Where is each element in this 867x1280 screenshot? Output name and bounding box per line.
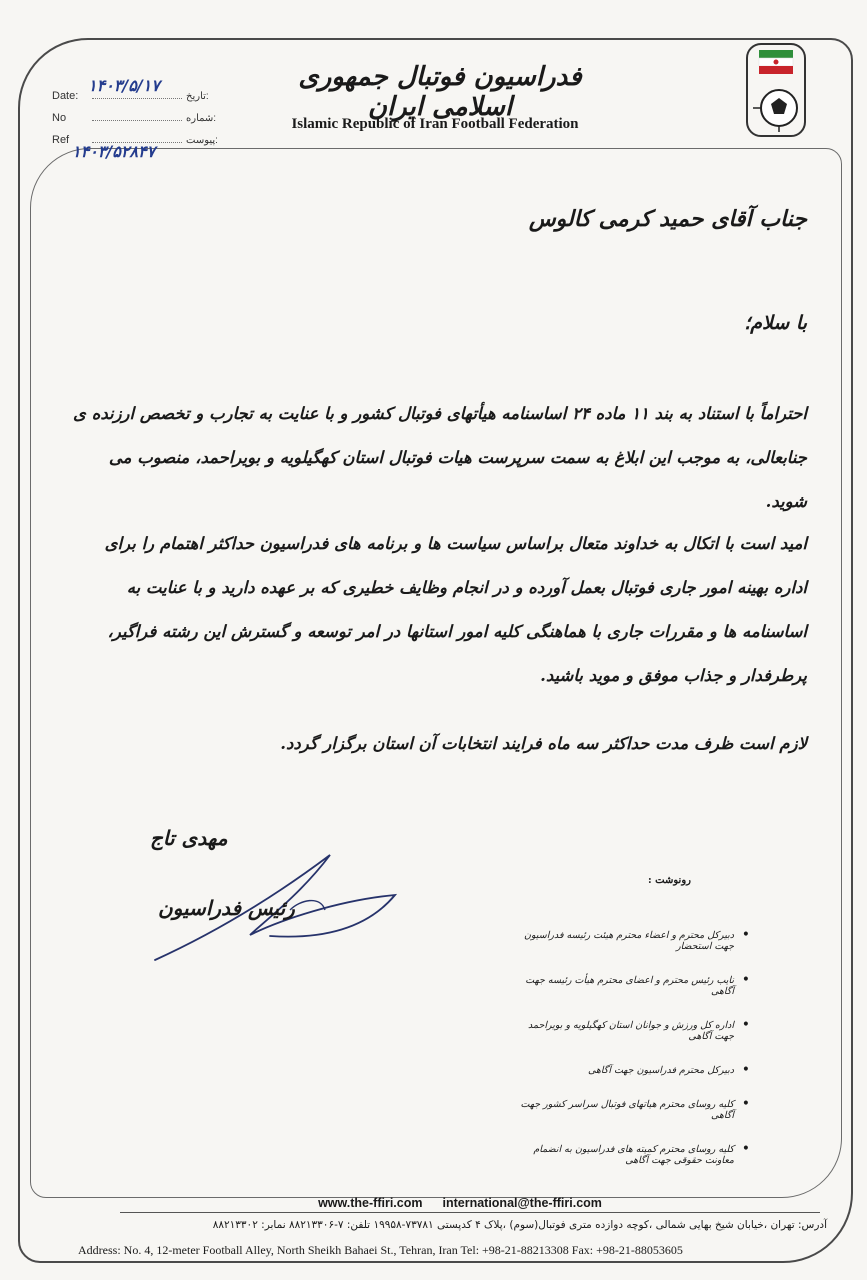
signatory-title: رئیس فدراسیون: [158, 896, 295, 920]
cc-item: • دبیرکل محترم و اعضاء محترم هیئت رئیسه فدراسیون جهت استحضار: [520, 930, 750, 952]
paragraph-election: لازم است ظرف مدت حداکثر سه ماه فرایند انتخابات آن استان برگزار گردد.: [280, 734, 807, 753]
cc-item: • اداره کل ورزش و جوانان استان کهگیلویه و بویراحمد جهت آگاهی: [520, 1020, 750, 1042]
number-label: No: [52, 112, 67, 124]
number-label-fa: شماره:: [186, 113, 217, 124]
federation-logo-icon: [741, 40, 811, 140]
date-label: Date:: [52, 90, 79, 102]
paragraph-appointment: احتراماً با استناد به بند ۱۱ ماده ۲۴ اساسنامه هیأتهای فوتبال کشور و با عنایت به تجارب و تخصص ارزنده ی جنابعالی، به موجب این ابلاغ به سمت سرپرست هیات فوتبال استان کهگیلویه و بویراحمد، منصوب می شوید.: [73, 404, 807, 511]
date-label-fa: تاریخ:: [186, 91, 209, 102]
cc-title: رونوشت :: [648, 875, 691, 886]
ref-label: Ref: [52, 134, 70, 146]
ref-label-fa: پیوست:: [186, 135, 218, 146]
email-link[interactable]: international@the-ffiri.com: [442, 1196, 602, 1210]
footer-divider: [120, 1212, 820, 1213]
number-field: [52, 112, 216, 124]
cc-item: • نایب رئیس محترم و اعضای محترم هیأت رئیسه جهت آگاهی: [520, 975, 750, 997]
website-link[interactable]: www.the-ffiri.com: [318, 1196, 423, 1210]
header-title-en: Islamic Republic of Iran Football Federation: [291, 116, 579, 132]
address-en: Address: No. 4, 12-meter Football Alley, North Sheikh Bahaei St., Tehran, Iran Tel: +98-21-88213308 Fax: +98-21-88053605: [78, 1243, 683, 1257]
signatory-name: مهدی تاج: [150, 826, 228, 850]
header-title-fa: فدراسیون فوتبال جمهوری اسلامی ایران: [298, 62, 582, 122]
cc-item: • کلیه روسای محترم هیاتهای فوتبال سراسر کشور جهت آگاهی: [520, 1099, 750, 1121]
date-value: ۱۴۰۳/۵/۱۷: [88, 76, 160, 95]
greeting: با سلام؛: [744, 312, 807, 334]
cc-item: • دبیرکل محترم فدراسیون جهت آگاهی: [520, 1065, 750, 1076]
ref-value: ۱۴۰۳/۵۲۸۴۷: [72, 142, 156, 161]
cc-list: [520, 930, 750, 1189]
salutation: جناب آقای حمید کرمی کالوس: [528, 206, 807, 232]
paragraph-wishes: امید است با اتکال به خداوند متعال براساس سیاست ها و برنامه های فدراسیون حداکثر اهتمام را برای اداره بهینه امور جاری فوتبال بعمل آورده و در انجام وظایف خطیری که بر عهده دارید و با عنایت به اساسنامه ها و مقررات جاری با هماهنگی کلیه امور استانها در امر توسعه و گسترش این رشته فراگیر، پرطرفدار و جذاب موفق و موید باشید.: [104, 534, 807, 685]
address-fa: آدرس: تهران ،خیابان شیخ بهایی شمالی ،کوچه دوازده متری فوتبال(سوم) ،پلاک ۴ کدپستی ۷۳۷۸۱-۱۹۹۵۸ تلفن: ۷-۸۸۲۱۳۳۰۶ نمابر: ۸۸۲۱۳۳۰۲: [212, 1219, 827, 1231]
footer-contacts: [300, 1196, 620, 1210]
cc-item: • کلیه روسای محترم کمیته های فدراسیون به انضمام معاونت حقوقی جهت آگاهی: [520, 1144, 750, 1166]
